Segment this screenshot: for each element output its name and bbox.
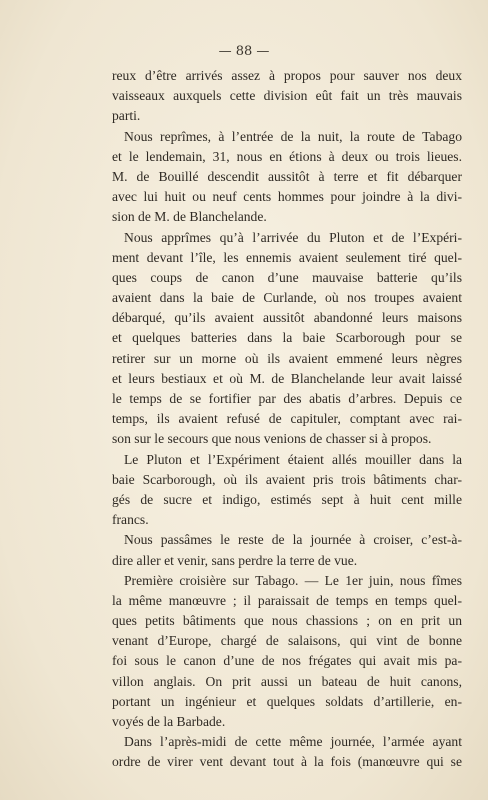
- text-line: Première croisière sur Tabago. — Le 1er juin, nous fîmes: [124, 572, 462, 588]
- text-line: ment devant l’île, les ennemis avaient seulement tiré quel-: [112, 249, 462, 265]
- text-line: et quelques batteries dans la baie Scarborough pour se: [112, 330, 462, 346]
- text-line: gés de sucre et indigo, estimés sept à huit cent mille: [112, 491, 462, 507]
- text-line: le temps de se fortifier par des abatis d’arbres. Depuis ce: [112, 391, 462, 406]
- text-line: foi sous le canon d’une de nos frégates qui avait mis pa-: [112, 653, 462, 669]
- text-line: débarqué, qu’ils avaient aussitôt abandonné leurs maisons: [112, 310, 462, 326]
- text-line: retirer sur un morne où ils avaient emmené leurs nègres: [112, 350, 462, 366]
- page-number: — 88 —: [218, 44, 270, 59]
- text-line: ques petits bâtiments que nous chassions ; on en prit un: [112, 613, 462, 629]
- text-line: et le lendemain, 31, nous en étions à deux ou trois lieues.: [112, 148, 462, 164]
- text-line: reux d’être arrivés assez à propos pour sauver nos deux: [112, 68, 462, 83]
- text-line: Nous apprîmes qu’à l’arrivée du Pluton et de l’Expéri-: [124, 229, 462, 245]
- text-line: baie Scarborough, où ils avaient pris trois bâtiments char-: [112, 471, 462, 487]
- text-line: venant d’Europe, chargé de salaisons, qui vint de bonne: [112, 633, 462, 649]
- text-line: avec lui huit ou neuf cents hommes pour joindre à la divi-: [112, 189, 462, 205]
- text-line: la même manœuvre ; il paraissait de temps en temps quel-: [112, 592, 462, 608]
- text-line: voyés de la Barbade.: [112, 714, 226, 729]
- text-line: M. de Bouillé descendit aussitôt à terre et fit débarquer: [112, 168, 462, 184]
- text-line: vaisseaux auxquels cette division eût fait un très mauvais: [112, 88, 462, 104]
- text-line: Nous reprîmes, à l’entrée de la nuit, la route de Tabago: [124, 128, 462, 144]
- text-line: Le Pluton et l’Expériment étaient allés mouiller dans la: [124, 451, 462, 467]
- text-line: dire aller et venir, sans perdre la terre de vue.: [112, 552, 358, 568]
- text-line: sion de M. de Blanchelande.: [112, 209, 267, 225]
- text-line: son sur le secours que nous venions de chasser si à propos.: [112, 431, 432, 447]
- text-line: Dans l’après-midi de cette même journée, l’armée ayant: [124, 734, 462, 750]
- text-line: Nous passâmes le reste de la journée à croiser, c’est-à-: [124, 532, 462, 548]
- text-line: temps, ils avaient refusé de capituler, comptant avec rai-: [112, 411, 462, 427]
- text-line: parti.: [112, 108, 141, 124]
- text-line: francs.: [112, 512, 149, 528]
- text-line: villon anglais. On prit aussi un bateau de huit canons,: [112, 673, 462, 689]
- text-line: portant un ingénieur et quelques soldats d’artillerie, en-: [112, 693, 462, 709]
- text-line: et leurs bestiaux et où M. de Blanchelande leur avait laissé: [112, 370, 462, 386]
- text-line: avaient dans la baie de Curlande, où nos troupes avaient: [112, 290, 462, 306]
- text-line: ques coups de canon d’une mauvaise batterie qu’ils: [112, 269, 462, 285]
- text-line: ordre de virer vent devant tout à la fois (manœuvre qui se: [112, 754, 462, 770]
- body-text: [112, 66, 462, 773]
